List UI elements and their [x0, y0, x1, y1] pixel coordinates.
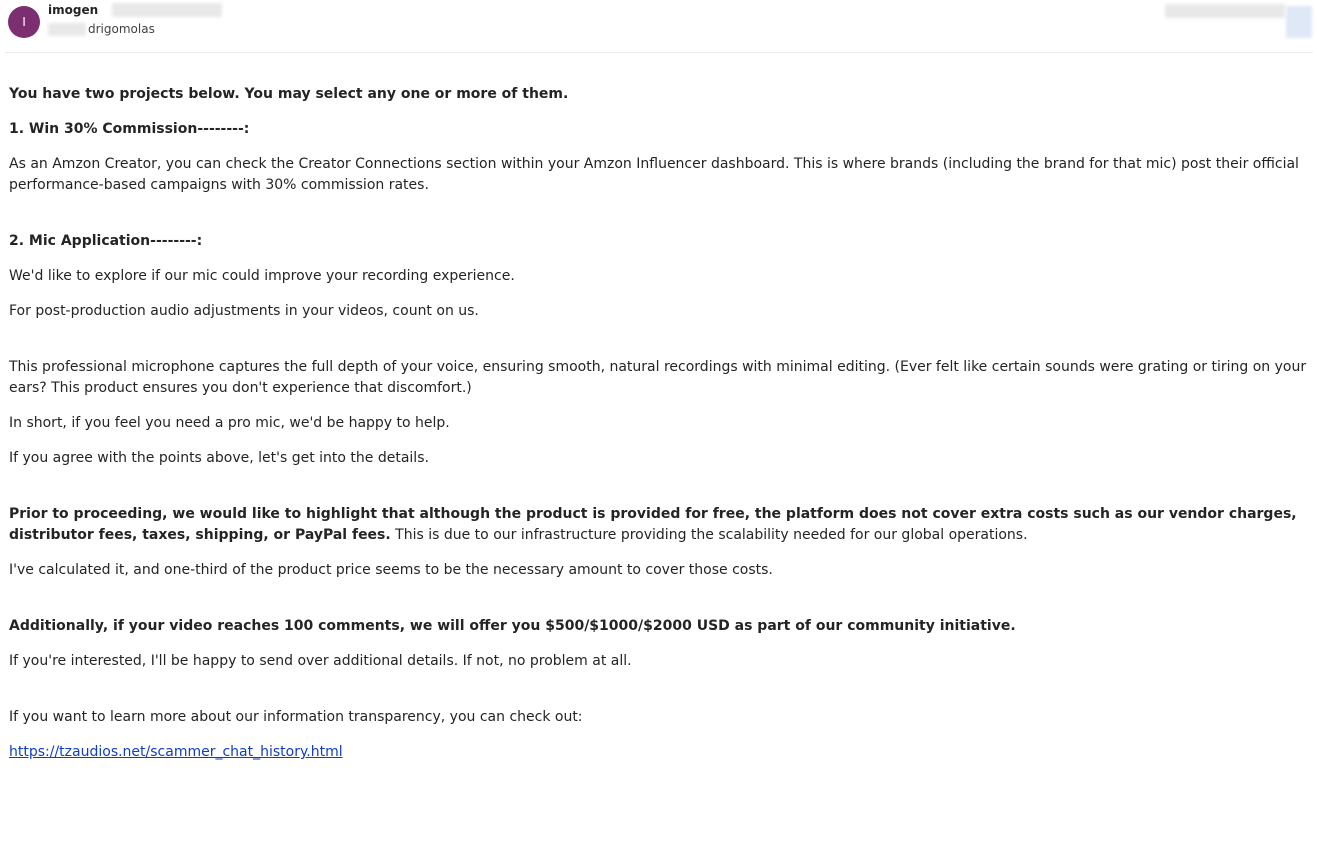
learn-more-text: If you want to learn more about our information transparency, you can check out: — [9, 709, 583, 725]
short-text: In short, if you feel you need a pro mic, we'd be happy to help. — [9, 415, 450, 431]
interested-text: If you're interested, I'll be happy to send over additional details. If not, no problem at all. — [9, 653, 632, 669]
redacted-sender-address — [112, 3, 222, 17]
calculated-text: I've calculated it, and one-third of the product price seems to be the necessary amount to cover those costs. — [9, 562, 773, 578]
spacer — [9, 686, 1309, 707]
email-body — [9, 84, 1309, 777]
prior-bold: Prior to proceeding, we would like to highlight that although the product is provided for free, the platform does not cover extra costs such as our vendor charges, distributor fees, taxes, shipping, or PayPal fees. — [9, 506, 1297, 543]
spacer — [9, 210, 1309, 231]
project1-body: As an Amzon Creator, you can check the Creator Connections section within your Amzon Influencer dashboard. This is where brands (including the brand for that mic) post their official performance-based campaigns with 30% commission rates. — [9, 156, 1299, 193]
prior-text — [9, 504, 1309, 546]
transparency-link[interactable]: https://tzaudios.net/scammer_chat_history.html — [9, 744, 343, 760]
link-paragraph — [9, 742, 1309, 763]
postprod-text: For post-production audio adjustments in your videos, count on us. — [9, 303, 479, 319]
intro-text: You have two projects below. You may select any one or more of them. — [9, 86, 569, 102]
redacted-toolbar-icons — [1286, 6, 1312, 38]
project2-heading: 2. Mic Application--------: — [9, 233, 203, 249]
sender-name[interactable]: imogen — [48, 3, 99, 17]
additionally-text: Additionally, if your video reaches 100 comments, we will offer you $500/$1000/$2000 USD as part of our community initiative. — [9, 618, 1016, 634]
explore-text: We'd like to explore if our mic could improve your recording experience. — [9, 268, 515, 284]
header-divider — [5, 52, 1313, 53]
email-header — [0, 0, 1317, 52]
sender-avatar[interactable]: I — [8, 6, 40, 38]
redacted-recipient-prefix — [48, 23, 86, 36]
professional-text: This professional microphone captures the full depth of your voice, ensuring smooth, natural recordings with minimal editing. (Ever felt like certain sounds were grating or tiring on your ears? This product ensures you don't experience that discomfort.) — [9, 359, 1307, 396]
spacer — [9, 336, 1309, 357]
spacer — [9, 483, 1309, 504]
prior-rest: This is due to our infrastructure providing the scalability needed for our global operations. — [390, 527, 1028, 543]
redacted-timestamp — [1165, 4, 1285, 18]
spacer — [9, 595, 1309, 616]
project1-heading: 1. Win 30% Commission--------: — [9, 121, 250, 137]
recipient-name[interactable]: drigomolas — [88, 22, 155, 36]
agree-text: If you agree with the points above, let's get into the details. — [9, 450, 429, 466]
